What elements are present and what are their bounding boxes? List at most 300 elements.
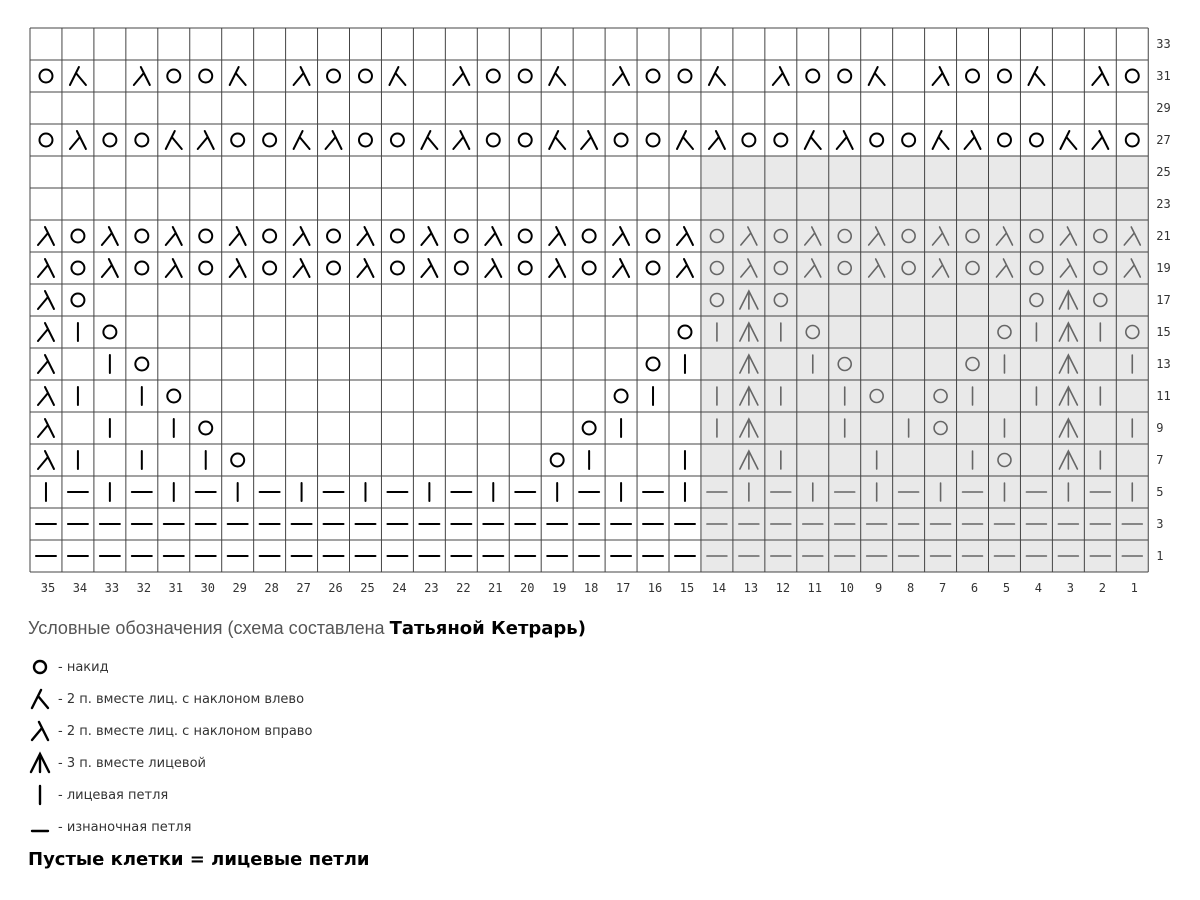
k2tog-right-path <box>1092 67 1108 85</box>
yarn-over-circle <box>647 230 660 243</box>
yarn-over-circle <box>359 134 372 147</box>
yarn-over-circle <box>199 70 212 83</box>
yarn-over-mark <box>998 134 1011 147</box>
column-label: 14 <box>711 581 727 595</box>
k2tog-left-path <box>805 131 821 149</box>
k2tog-left-mark <box>709 67 725 85</box>
yarn-over-circle <box>998 70 1011 83</box>
yarn-over-mark <box>167 70 180 83</box>
yarn-over-mark <box>71 294 84 307</box>
yarn-over-mark <box>647 70 660 83</box>
row-label: 17 <box>1156 293 1171 307</box>
row-label: 25 <box>1156 165 1171 179</box>
column-label: 1 <box>1130 581 1138 595</box>
yarn-over-mark <box>647 262 660 275</box>
yarn-over-mark <box>135 358 148 371</box>
k2tog-right-mark <box>326 131 342 149</box>
column-label: 9 <box>875 581 883 595</box>
k2tog-left-path <box>677 131 693 149</box>
k2tog-left-icon <box>28 687 52 711</box>
yarn-over-circle <box>647 262 660 275</box>
k2tog-right-mark <box>38 355 54 373</box>
k2tog-right-mark <box>38 451 54 469</box>
k2tog-left-path <box>1028 67 1044 85</box>
yarn-over-circle <box>647 358 660 371</box>
yarn-over-circle <box>583 262 596 275</box>
row-label: 11 <box>1156 389 1171 403</box>
column-label: 32 <box>136 581 152 595</box>
row-label: 1 <box>1156 549 1164 563</box>
yarn-over-circle <box>71 294 84 307</box>
k2tog-right-mark <box>933 67 949 85</box>
column-label: 3 <box>1066 581 1074 595</box>
yarn-over-circle <box>199 262 212 275</box>
yarn-over-mark <box>519 262 532 275</box>
yarn-over-circle <box>583 230 596 243</box>
yarn-over-circle <box>998 134 1011 147</box>
yarn-over-mark <box>167 390 180 403</box>
k2tog-left-mark <box>294 131 310 149</box>
yarn-over-mark <box>519 134 532 147</box>
k2tog-right-mark <box>38 419 54 437</box>
yarn-over-circle <box>135 230 148 243</box>
k2tog-right-path <box>102 259 118 277</box>
yarn-over-circle <box>327 230 340 243</box>
column-label: 12 <box>775 581 791 595</box>
column-label: 26 <box>328 581 343 595</box>
yarn-over-mark <box>519 70 532 83</box>
yarn-over-mark <box>135 262 148 275</box>
k2tog-right-path <box>198 131 214 149</box>
column-label: 34 <box>72 581 88 595</box>
k3tog-icon <box>28 751 52 775</box>
yarn-over-mark <box>551 454 564 467</box>
yarn-over-mark <box>487 70 500 83</box>
row-label: 15 <box>1156 325 1171 339</box>
column-label: 5 <box>1002 581 1011 595</box>
yarn-over-mark <box>391 230 404 243</box>
k2tog-right-mark <box>581 131 597 149</box>
yarn-over-mark <box>71 230 84 243</box>
k2tog-left-mark <box>549 67 565 85</box>
yarn-over-circle <box>647 70 660 83</box>
yarn-over-circle <box>39 70 52 83</box>
legend <box>28 618 928 870</box>
k2tog-right-path <box>38 323 54 341</box>
yarn-over-circle <box>519 134 532 147</box>
k2tog-right-mark <box>38 387 54 405</box>
k2tog-left-mark <box>166 131 182 149</box>
column-label: 31 <box>168 581 184 595</box>
k2tog-right-path <box>38 387 54 405</box>
column-label: 24 <box>392 581 407 595</box>
yarn-over-mark <box>678 70 691 83</box>
yarn-over-mark <box>103 326 116 339</box>
k2tog-right-path <box>38 227 54 245</box>
legend-item-text: - лицевая петля <box>58 787 169 803</box>
yarn-over-circle <box>519 70 532 83</box>
yarn-over-mark <box>998 70 1011 83</box>
k2tog-right-path <box>38 259 54 277</box>
column-label: 13 <box>743 581 759 595</box>
k2tog-left-mark <box>421 131 437 149</box>
yarn-over-circle <box>647 134 660 147</box>
k2tog-right-path <box>613 227 629 245</box>
column-label: 29 <box>232 581 247 595</box>
legend-item <box>28 779 928 811</box>
yarn-over-circle <box>678 326 691 339</box>
k2tog-right-mark <box>677 227 693 245</box>
k2tog-right-mark <box>613 67 629 85</box>
k2tog-right-mark <box>166 227 182 245</box>
k2tog-right-path <box>357 227 373 245</box>
k2tog-left-path <box>70 67 86 85</box>
column-label: 17 <box>615 581 631 595</box>
k2tog-right-mark <box>134 67 150 85</box>
yarn-over-circle <box>455 230 468 243</box>
yarn-over-circle <box>902 134 915 147</box>
column-label: 20 <box>519 581 535 595</box>
yarn-over-circle <box>135 262 148 275</box>
yarn-over-circle <box>39 134 52 147</box>
k2tog-right-path <box>485 227 501 245</box>
column-label: 35 <box>40 581 56 595</box>
yarn-over-circle <box>231 454 244 467</box>
k2tog-right-path <box>102 227 118 245</box>
k2tog-right-path <box>1092 131 1108 149</box>
row-label: 21 <box>1156 229 1171 243</box>
k2tog-left-path <box>389 67 405 85</box>
k2tog-right-path <box>709 131 725 149</box>
yarn-over-mark <box>902 134 915 147</box>
legend-title-prefix: Условные обозначения (схема составлена <box>28 618 385 638</box>
yarn-over-circle <box>263 134 276 147</box>
k2tog-right-path <box>38 355 54 373</box>
k2tog-left-path <box>166 131 182 149</box>
legend-item-text: - 2 п. вместе лиц. с наклоном вправо <box>58 723 313 739</box>
k2tog-right-path <box>837 131 853 149</box>
k2tog-right-mark <box>421 259 437 277</box>
legend-item-text: - изнаночная петля <box>58 819 192 835</box>
yarn-over-mark <box>583 422 596 435</box>
column-label: 4 <box>1034 581 1043 595</box>
k2tog-left-mark <box>869 67 885 85</box>
legend-item <box>28 747 928 779</box>
k2tog-right-path <box>294 259 310 277</box>
row-label: 23 <box>1156 197 1171 211</box>
legend-note: Пустые клетки = лицевые петли <box>28 849 370 870</box>
column-label: 11 <box>807 581 823 595</box>
yarn-over-mark <box>391 262 404 275</box>
k2tog-right-path <box>613 67 629 85</box>
k2tog-right-mark <box>198 131 214 149</box>
yarn-over-circle <box>71 262 84 275</box>
k2tog-right-path <box>613 259 629 277</box>
k2tog-right-mark <box>230 259 246 277</box>
yarn-over-circle <box>966 70 979 83</box>
k2tog-right-mark <box>773 67 789 85</box>
k2tog-left-path <box>1060 131 1076 149</box>
yarn-over-mark <box>327 262 340 275</box>
legend-item-text: - 2 п. вместе лиц. с наклоном влево <box>58 691 305 707</box>
k2tog-right-mark <box>1092 131 1108 149</box>
row-label: 9 <box>1156 421 1164 435</box>
yarn-over-mark <box>359 134 372 147</box>
k2tog-left-mark <box>933 131 949 149</box>
yarn-over-mark <box>231 454 244 467</box>
k2tog-right-mark <box>613 259 629 277</box>
yarn-over-circle <box>1030 134 1043 147</box>
yarn-over-circle <box>455 262 468 275</box>
k2tog-left-mark <box>1060 131 1076 149</box>
column-label: 18 <box>583 581 599 595</box>
k2tog-right-mark <box>70 131 86 149</box>
legend-item <box>28 651 928 683</box>
yarn-over-mark <box>838 70 851 83</box>
k2tog-right-path <box>38 451 54 469</box>
yarn-over-circle <box>231 134 244 147</box>
yarn-over-mark <box>647 230 660 243</box>
column-label: 28 <box>264 581 279 595</box>
k2tog-right-mark <box>485 227 501 245</box>
k2tog-left-mark <box>389 67 405 85</box>
yarn-over-mark <box>966 70 979 83</box>
row-label: 33 <box>1156 37 1171 51</box>
yarn-over-mark <box>583 230 596 243</box>
column-label: 19 <box>551 581 567 595</box>
yarn-over-mark <box>327 70 340 83</box>
knit-icon <box>28 783 52 807</box>
legend-item-text: - накид <box>58 659 109 675</box>
column-label: 7 <box>938 581 947 595</box>
k2tog-right-path <box>485 259 501 277</box>
yarn-over-mark <box>199 262 212 275</box>
yarn-over-mark <box>39 134 52 147</box>
yarn-over-mark <box>135 134 148 147</box>
legend-items <box>28 651 928 843</box>
yarn-over-mark <box>135 230 148 243</box>
k2tog-right-mark <box>230 227 246 245</box>
column-label: 22 <box>456 581 471 595</box>
k2tog-right-path <box>294 67 310 85</box>
yarn-over-circle <box>103 134 116 147</box>
yarn-over-circle <box>391 230 404 243</box>
column-label: 6 <box>970 581 979 595</box>
k2tog-right-mark <box>38 259 54 277</box>
yarn-over-mark <box>455 230 468 243</box>
k2tog-left-mark <box>70 67 86 85</box>
yarn-over-mark <box>455 262 468 275</box>
k2tog-left-path <box>421 131 437 149</box>
legend-item <box>28 715 928 747</box>
yarn-over-circle <box>806 70 819 83</box>
yarn-over-mark <box>199 70 212 83</box>
row-labels <box>1156 37 1170 563</box>
k2tog-right-path <box>230 227 246 245</box>
yarn-over-circle <box>199 422 212 435</box>
k2tog-right-path <box>453 131 469 149</box>
yarn-over-mark <box>870 134 883 147</box>
column-label: 23 <box>424 581 439 595</box>
yarn-over-circle <box>263 262 276 275</box>
k2tog-right-path <box>357 259 373 277</box>
yarn-over-mark <box>519 230 532 243</box>
legend-item <box>28 811 928 843</box>
yarn-over-circle <box>1126 70 1139 83</box>
k2tog-right-path <box>549 227 565 245</box>
k2tog-right-mark <box>485 259 501 277</box>
yarn-over-mark <box>742 134 755 147</box>
yarn-over-mark <box>327 230 340 243</box>
k2tog-right-mark <box>549 259 565 277</box>
yarn-over-circle <box>487 134 500 147</box>
k2tog-right-mark <box>965 131 981 149</box>
row-label: 3 <box>1156 517 1164 531</box>
k2tog-right-mark <box>677 259 693 277</box>
yarn-over-circle <box>135 134 148 147</box>
column-label: 21 <box>488 581 503 595</box>
k2tog-right-path <box>38 291 54 309</box>
yarn-over-mark <box>103 134 116 147</box>
yarn-over-circle <box>167 70 180 83</box>
k2tog-right-path <box>294 227 310 245</box>
yo-icon <box>28 655 52 679</box>
k2tog-right-path <box>453 67 469 85</box>
legend-author: Татьяной Кетрарь) <box>389 618 586 639</box>
k2tog-left-path <box>869 67 885 85</box>
legend-title <box>28 618 928 639</box>
column-label: 27 <box>296 581 311 595</box>
k2tog-right-path <box>230 259 246 277</box>
yarn-over-circle <box>263 230 276 243</box>
column-label: 16 <box>647 581 663 595</box>
yarn-over-mark <box>231 134 244 147</box>
k2tog-left-mark <box>1028 67 1044 85</box>
k2tog-right-mark <box>421 227 437 245</box>
yarn-over-mark <box>263 134 276 147</box>
yarn-over-circle <box>774 134 787 147</box>
yarn-over-mark <box>199 230 212 243</box>
legend-item <box>28 683 928 715</box>
column-label: 2 <box>1098 581 1106 595</box>
yarn-over-mark <box>647 358 660 371</box>
k2tog-right-mark <box>102 227 118 245</box>
k2tog-right-mark <box>453 67 469 85</box>
k2tog-right-path <box>166 227 182 245</box>
yarn-over-circle <box>103 326 116 339</box>
column-label: 8 <box>907 581 915 595</box>
k2tog-right-mark <box>38 323 54 341</box>
yarn-over-circle <box>391 134 404 147</box>
purl-icon <box>28 815 52 839</box>
yarn-over-mark <box>359 70 372 83</box>
yarn-over-circle <box>870 134 883 147</box>
yarn-over-mark <box>391 134 404 147</box>
k2tog-left-path <box>549 67 565 85</box>
yarn-over-circle <box>1126 134 1139 147</box>
k2tog-left-mark <box>677 131 693 149</box>
yarn-over-mark <box>199 422 212 435</box>
yarn-over-circle <box>327 70 340 83</box>
yarn-over-circle <box>487 70 500 83</box>
yarn-over-mark <box>647 134 660 147</box>
column-label: 30 <box>200 581 215 595</box>
k2tog-right-mark <box>294 259 310 277</box>
k2tog-right-path <box>773 67 789 85</box>
k2tog-right-path <box>70 131 86 149</box>
k2tog-right-path <box>677 259 693 277</box>
yarn-over-mark <box>615 134 628 147</box>
k2tog-right-path <box>421 259 437 277</box>
row-label: 13 <box>1156 357 1171 371</box>
k2tog-right-mark <box>38 227 54 245</box>
yarn-over-mark <box>1126 134 1139 147</box>
k2tog-left-path <box>230 67 246 85</box>
k2tog-left-path <box>549 131 565 149</box>
yarn-over-circle <box>519 230 532 243</box>
yarn-over-mark <box>774 134 787 147</box>
column-label: 25 <box>360 581 375 595</box>
k2tog-right-mark <box>709 131 725 149</box>
k2tog-right-path <box>677 227 693 245</box>
column-label: 10 <box>839 581 854 595</box>
yarn-over-circle <box>678 70 691 83</box>
k2tog-right-path <box>166 259 182 277</box>
k2tog-left-mark <box>230 67 246 85</box>
column-label: 33 <box>104 581 120 595</box>
yarn-over-circle <box>615 134 628 147</box>
yarn-over-mark <box>1030 134 1043 147</box>
k2tog-right-mark <box>102 259 118 277</box>
yarn-over-mark <box>806 70 819 83</box>
yarn-over-mark <box>263 230 276 243</box>
yarn-over-mark <box>615 390 628 403</box>
yarn-over-circle <box>519 262 532 275</box>
column-label: 15 <box>679 581 695 595</box>
k2tog-right-mark <box>837 131 853 149</box>
k2tog-right-path <box>421 227 437 245</box>
yarn-over-circle <box>615 390 628 403</box>
row-label: 19 <box>1156 261 1171 275</box>
yarn-over-mark <box>1126 70 1139 83</box>
k2tog-right-path <box>134 67 150 85</box>
row-label: 5 <box>1156 485 1164 499</box>
yarn-over-circle <box>71 230 84 243</box>
k2tog-right-path <box>38 419 54 437</box>
k2tog-left-mark <box>805 131 821 149</box>
k2tog-right-mark <box>166 259 182 277</box>
yarn-over-mark <box>487 134 500 147</box>
yarn-over-circle <box>359 70 372 83</box>
row-label: 29 <box>1156 101 1171 115</box>
yarn-over-mark <box>678 326 691 339</box>
yarn-over-circle <box>742 134 755 147</box>
yarn-over-circle <box>199 230 212 243</box>
yarn-over-circle <box>327 262 340 275</box>
k2tog-right-mark <box>453 131 469 149</box>
k2tog-right-path <box>549 259 565 277</box>
k2tog-right-mark <box>294 227 310 245</box>
k2tog-right-mark <box>1092 67 1108 85</box>
legend-item-text: - 3 п. вместе лицевой <box>58 755 206 771</box>
k2tog-right-path <box>965 131 981 149</box>
k2tog-right-mark <box>294 67 310 85</box>
k2tog-right-icon <box>28 719 52 743</box>
yarn-over-mark <box>71 262 84 275</box>
yarn-over-circle <box>838 70 851 83</box>
row-label: 7 <box>1156 453 1164 467</box>
yarn-over-mark <box>39 70 52 83</box>
